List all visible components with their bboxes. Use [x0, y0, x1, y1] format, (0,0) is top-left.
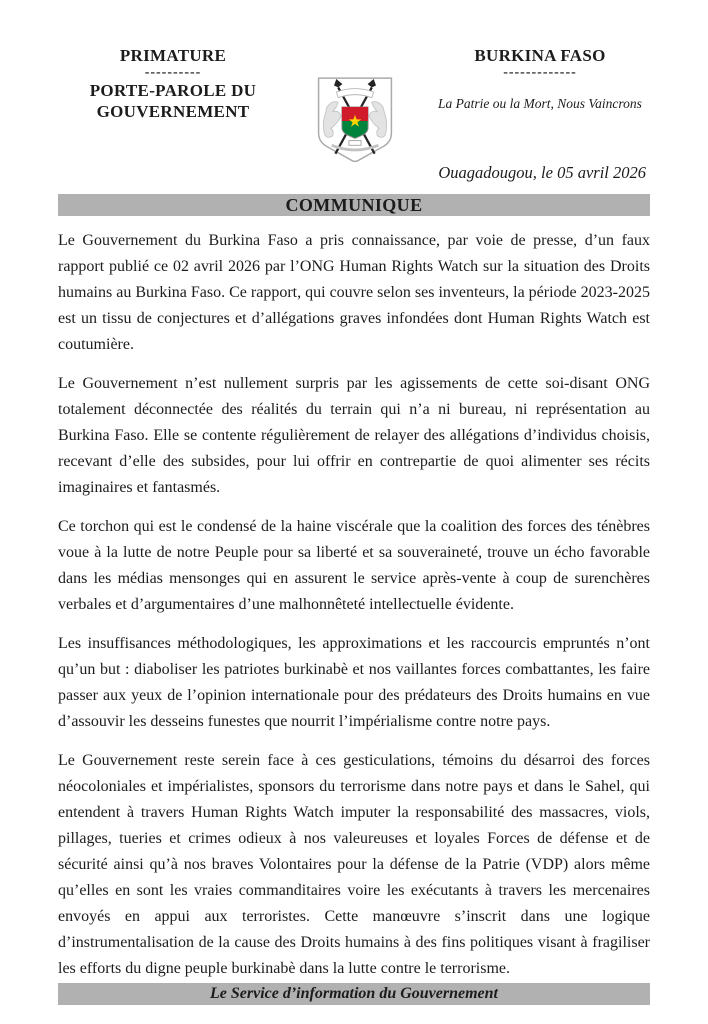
footer-bar	[58, 983, 650, 1005]
issuer-role-line1: PORTE-PAROLE DU	[89, 81, 257, 100]
issuer-primature: PRIMATURE	[119, 46, 227, 65]
divider-dashes: -------------	[503, 65, 577, 80]
paragraph-1: Le Gouvernement du Burkina Faso a pris connaissance, par voie de presse, d’un faux rapport publié ce 02 avril 2026 par l’ONG Human Rights Watch sur la situation des Droits humains au Burkina Faso. Ce rapport, qui couvre selon ses inventeurs, la période 2023-2025 est un tissu de conjectures et d’allégations graves infondées dont Human Rights Watch est coutumière.	[58, 232, 650, 353]
country-block	[430, 45, 650, 112]
dateline: Ouagadougou, le 05 avril 2026	[438, 163, 646, 182]
document-body	[58, 228, 650, 982]
divider-dashes: ----------	[144, 65, 202, 80]
document-header	[0, 45, 708, 157]
paragraph-2: Le Gouvernement n’est nullement surpris par les agissements de cette soi-disant ONG totalement déconnectée des réalités du terrain qui n’a ni bureau, ni représentation au Burkina Faso. Elle se contente régulièrement de relayer des allégations d’individus choisis, recevant d’elle des subsides, pour lui offrir en contrepartie de quoi alimenter ses récits imaginaires et fantasmés.	[58, 375, 650, 496]
communique-title-bar	[58, 194, 650, 216]
national-motto: La Patrie ou la Mort, Nous Vaincrons	[438, 96, 642, 111]
paragraph-4: Les insuffisances méthodologiques, les approximations et les raccourcis empruntés n’ont qu’un but : diaboliser les patriotes burkinabè et nos vaillantes forces combattantes, les faire passer aux yeux de l’opinion internationale pour des prédateurs des Droits humains en vue d’assouvir les desseins funestes que nourrit l’impérialisme contre notre pays.	[58, 635, 650, 730]
communique-title: COMMUNIQUE	[285, 195, 423, 215]
footer-text: Le Service d’information du Gouvernement	[210, 985, 498, 1002]
paragraph-3: Ce torchon qui est le condensé de la haine viscérale que la coalition des forces des ténèbres voue à la lutte de notre Peuple pour sa liberté et sa souveraineté, trouve un écho favorable dans les médias mensonges qui en assurent le service après-vente à coup de surenchères verbales et d’argumentaires d’une malhonnêteté intellectuelle évidente.	[58, 518, 650, 613]
paragraph-5: Le Gouvernement reste serein face à ces gesticulations, témoins du désarroi des forces néocoloniales et impérialistes, sponsors du terrorisme dans notre pays et dans le Sahel, qui entendent à travers Human Rights Watch imputer la responsabilité des massacres, viols, pillages, tueries et crimes odieux à nos valeureuses et loyales Forces de défense et de sécurité ainsi qu’à nos braves Volontaires pour la défense de la Patrie (VDP) alors même qu’elles en sont les vraies commanditaires voire les exécutants à travers les mercenaires envoyés en appui aux terroristes. Cette manœuvre s’inscrit dans une logique d’instrumentalisation de la cause des Droits humains à des fins politiques visant à fragiliser les efforts du digne peuple burkinabè dans la lutte contre le terrorisme.	[58, 752, 650, 977]
burkina-faso-coat-of-arms-icon	[313, 75, 397, 167]
issuer-role-line2: GOUVERNEMENT	[96, 102, 250, 121]
issuer-block	[58, 45, 288, 122]
country-name: BURKINA FASO	[474, 46, 606, 65]
